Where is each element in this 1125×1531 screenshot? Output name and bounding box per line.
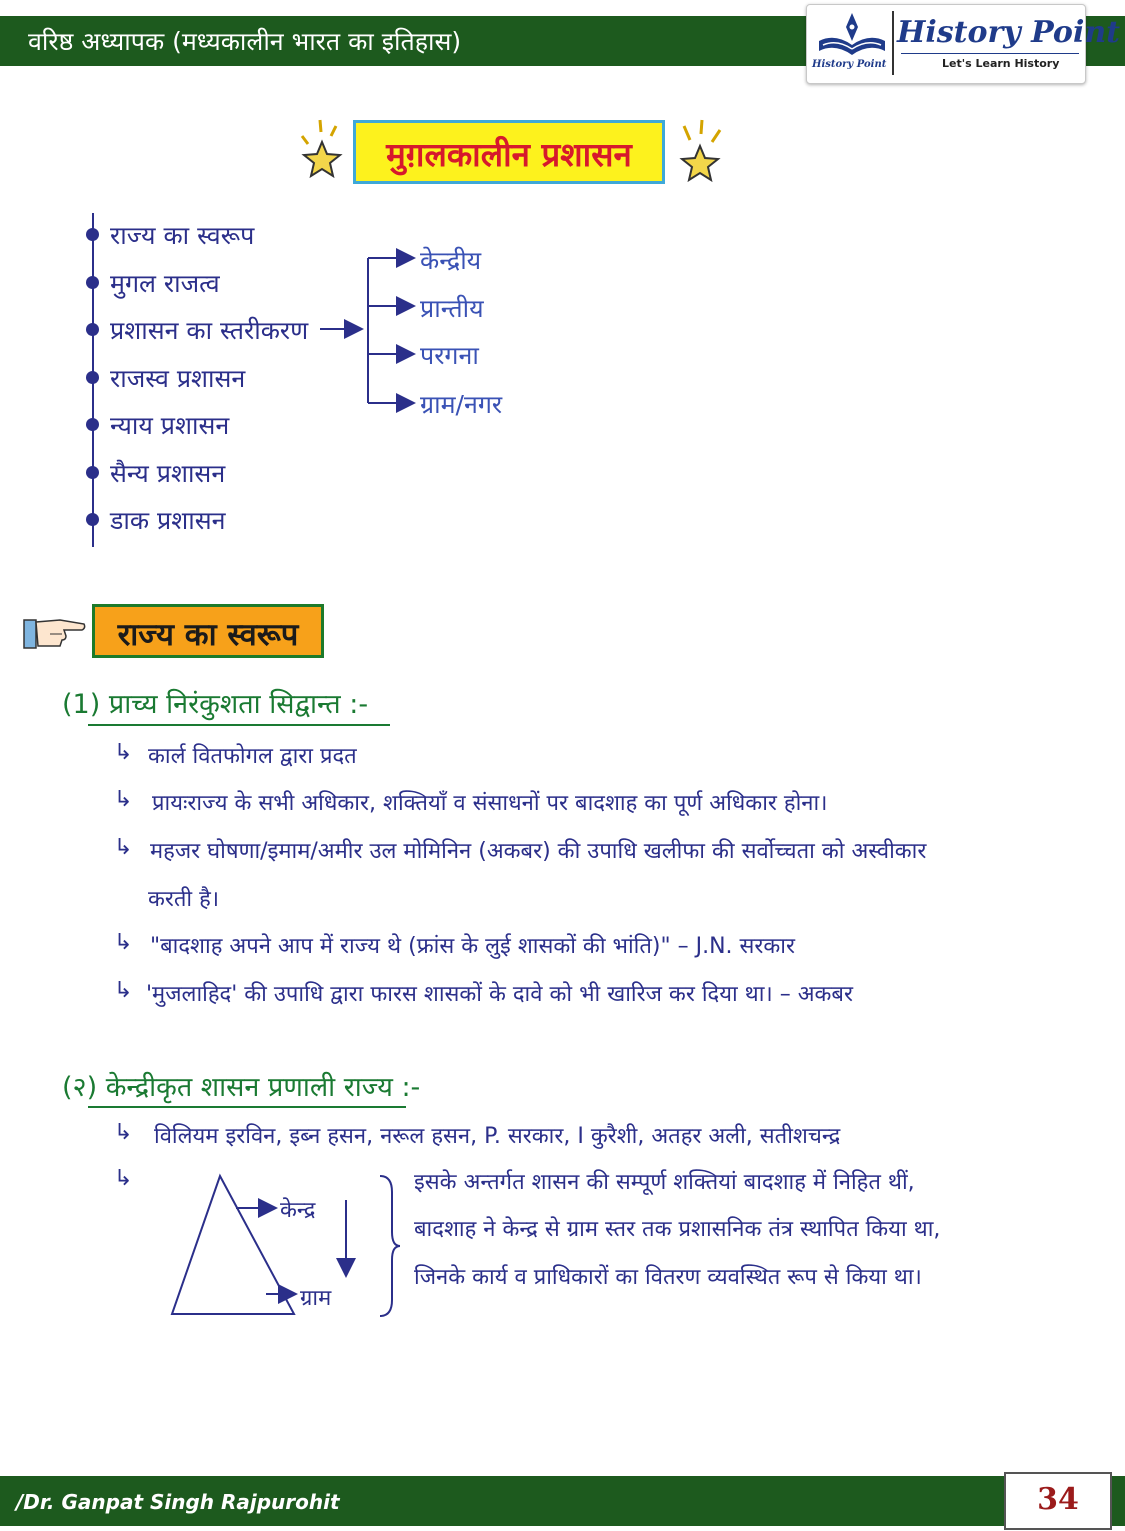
branch-item: केन्द्रीय <box>420 246 482 275</box>
branch-item: ग्राम/नगर <box>420 390 503 419</box>
topic-item: सैन्य प्रशासन <box>110 459 226 488</box>
point-item: महजर घोषणा/इमाम/अमीर उल मोमिनिन (अकबर) की उपाधि खलीफा की सर्वोच्चता को अस्वीकार <box>150 839 927 864</box>
hierarchy-triangle-diagram <box>168 1168 368 1320</box>
topic-item: डाक प्रशासन <box>110 506 226 535</box>
main-title: मुग़लकालीन प्रशासन <box>386 135 632 174</box>
topic-item: राजस्व प्रशासन <box>110 364 246 393</box>
star-left-icon <box>294 116 350 188</box>
hook-arrow-icon: ↳ <box>114 787 133 812</box>
subheading-1-underline <box>88 724 390 726</box>
subheading-2: (२) केन्द्रीकृत शासन प्रणाली राज्य :- <box>62 1072 421 1103</box>
subheading-1: (1) प्राच्य निरंकुशता सिद्वान्त :- <box>62 689 369 720</box>
pen-book-icon <box>815 11 889 59</box>
section-title-box <box>92 604 324 658</box>
diagram-label-bottom: ग्राम <box>300 1286 332 1311</box>
topic-bullet <box>86 466 99 479</box>
logo-small-text: History Point <box>812 59 887 70</box>
point-item-continued: करती है। <box>148 887 220 912</box>
logo-tagline: Let's Learn History <box>942 57 1060 70</box>
topic-item: राज्य का स्वरूप <box>110 221 255 250</box>
topic-bullet <box>86 371 99 384</box>
footer-author: /Dr. Ganpat Singh Rajpurohit <box>16 1490 340 1514</box>
hook-arrow-icon: ↳ <box>114 978 133 1003</box>
hook-arrow-icon: ↳ <box>114 1120 133 1145</box>
branch-item: परगना <box>420 341 479 370</box>
subheading-2-underline <box>88 1106 406 1108</box>
point-item: "बादशाह अपने आप में राज्य थे (फ्रांस के लुई शासकों की भांति)" – J.N. सरकार <box>150 934 795 959</box>
pointing-hand-icon <box>20 606 88 654</box>
star-right-icon <box>670 116 730 188</box>
point-item: कार्ल वितफोगल द्वारा प्रदत <box>148 744 357 769</box>
point-item: 'मुजलाहिद' की उपाधि द्वारा फारस शासकों के दावे को भी खारिज कर दिया था। – अकबर <box>146 982 853 1007</box>
topic-bullet <box>86 276 99 289</box>
topic-bullet <box>86 228 99 241</box>
header-title: वरिष्ठ अध्यापक (मध्यकालीन भारत का इतिहास) <box>28 27 462 56</box>
hook-arrow-icon: ↳ <box>114 1166 133 1191</box>
logo-divider <box>892 11 894 75</box>
section-title: राज्य का स्वरूप <box>117 617 299 653</box>
diagram-label-top: केन्द्र <box>280 1198 316 1223</box>
description-line: जिनके कार्य व प्राधिकारों का वितरण व्यवस्थित रूप से किया था। <box>414 1265 922 1290</box>
hook-arrow-icon: ↳ <box>114 740 133 765</box>
topic-bullet <box>86 418 99 431</box>
logo-name: History Point <box>897 15 1121 50</box>
description-line: इसके अन्तर्गत शासन की सम्पूर्ण शक्तियां बादशाह में निहित थीं, <box>414 1170 915 1195</box>
hook-arrow-icon: ↳ <box>114 835 133 860</box>
branch-arrows <box>318 246 418 416</box>
branch-item: प्रान्तीय <box>420 294 484 323</box>
topic-bullet <box>86 323 99 336</box>
topic-item: मुगल राजत्व <box>110 269 220 298</box>
page-number-box <box>1004 1472 1112 1530</box>
logo <box>806 4 1121 84</box>
page-number: 34 <box>1037 1482 1079 1517</box>
topic-item: न्याय प्रशासन <box>110 411 230 440</box>
point-item: प्रायःराज्य के सभी अधिकार, शक्तियाँ व संसाधनों पर बादशाह का पूर्ण अधिकार होना। <box>152 791 828 816</box>
hook-arrow-icon: ↳ <box>114 930 133 955</box>
point-item: विलियम इरविन, इब्न हसन, नरूल हसन, P. सरकार, I कुरैशी, अतहर अली, सतीशचन्द्र <box>154 1124 841 1149</box>
main-title-box <box>353 120 665 184</box>
topic-item: प्रशासन का स्तरीकरण <box>110 316 309 345</box>
description-line: बादशाह ने केन्द्र से ग्राम स्तर तक प्रशासनिक तंत्र स्थापित किया था, <box>414 1217 941 1242</box>
logo-underline <box>901 53 1079 54</box>
curly-brace <box>372 1172 402 1320</box>
topic-bullet <box>86 513 99 526</box>
